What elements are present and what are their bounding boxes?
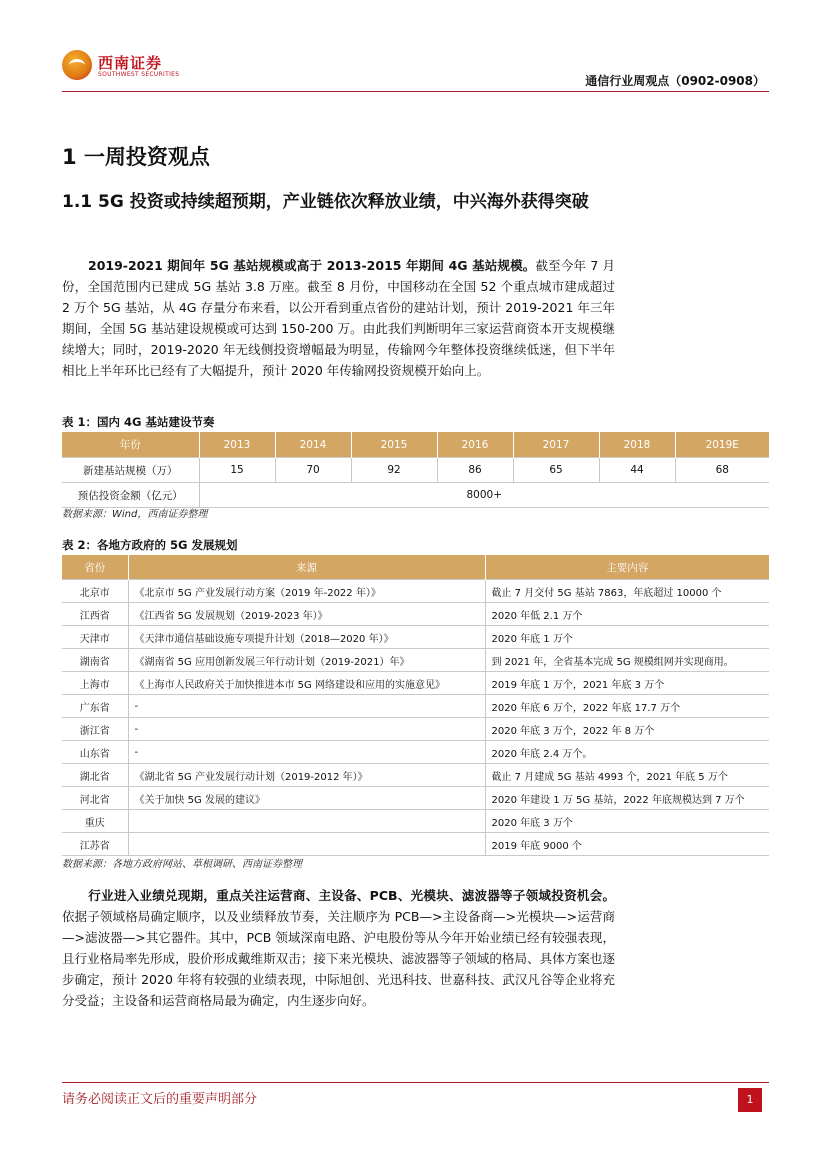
content-cell: 2020 年低 2.1 万个 [485,603,769,626]
column-header: 2015 [351,432,437,458]
province-cell: 北京市 [62,580,128,603]
table-cell: 44 [599,458,675,483]
content-cell: 截止 7 月交付 5G 基站 7863，年底超过 10000 个 [485,580,769,603]
content-cell: 2020 年底 2.4 万个。 [485,741,769,764]
table-row [62,741,769,764]
content-cell: 截止 7 月建成 5G 基站 4993 个，2021 年底 5 万个 [485,764,769,787]
source-cell: 《关于加快 5G 发展的建议》 [128,787,485,810]
content-cell: 2020 年建设 1 万 5G 基站，2022 年底规模达到 7 万个 [485,787,769,810]
disclaimer-note: 请务必阅读正文后的重要声明部分 [62,1092,258,1107]
column-header: 2016 [437,432,513,458]
table-row [62,833,769,856]
province-cell: 江苏省 [62,833,128,856]
table2-source: 数据来源：各地方政府网站、草根调研、西南证券整理 [62,859,302,870]
province-cell: 湖南省 [62,649,128,672]
table-cell: 68 [675,458,769,483]
table-header-row [62,555,769,580]
table2-title: 表 2：各地方政府的 5G 发展规划 [62,538,238,552]
content-cell: 2020 年底 3 万个 [485,810,769,833]
source-cell: 《湖北省 5G 产业发展行动计划（2019-2012 年）》 [128,764,485,787]
subsection-heading: 1.1 5G 投资或持续超预期，产业链依次释放业绩，中兴海外获得突破 [62,192,589,212]
table-row [62,649,769,672]
column-header: 2013 [199,432,275,458]
source-cell [128,833,485,856]
table-cell: 8000+ [199,483,769,508]
table-row [62,580,769,603]
paragraph-lead: 2019-2021 期间年 5G 基站规模或高于 2013-2015 年期间 4G 基站规模。 [88,258,536,273]
table-cell: 86 [437,458,513,483]
source-cell: - [128,718,485,741]
footer-divider [62,1082,769,1083]
province-cell: 广东省 [62,695,128,718]
table-row [62,672,769,695]
column-header: 来源 [128,555,485,580]
source-cell: - [128,741,485,764]
paragraph-5g-base-station [62,255,615,381]
column-header: 年份 [62,432,199,458]
table-4g-base-station [62,432,769,508]
province-cell: 浙江省 [62,718,128,741]
table-cell: 92 [351,458,437,483]
source-cell: - [128,695,485,718]
table1-source: 数据来源：Wind，西南证券整理 [62,509,208,520]
paragraph-body: 截至今年 7 月份，全国范围内已建成 5G 基站 3.8 万座。截至 8 月份，中国移动在全国 52 个重点城市建成超过 2 万个 5G 基站，从 4G 存量分布来看，以公开看到重点省份的建站计划，预计 2019-2021 年三年期间，全国 5G 基站建设规模或可达到 150-200 万。由此我们判断明年三家运营商资本开支规模继续增大；同时，2019-2020 年无线侧投资增幅最为明显，传输网今年整体投资继续低迷，但下半年相比上半年环比已经有了大幅提升，预计 2020 年传输网投资规模开始向上。 [62,258,615,378]
paragraph-lead: 行业进入业绩兑现期，重点关注运营商、主设备、PCB、光模块、滤波器等子领域投资机会。 [88,888,615,903]
table-row [62,764,769,787]
content-cell: 2020 年底 6 万个，2022 年底 17.7 万个 [485,695,769,718]
source-cell: 《天津市通信基础设施专项提升计划（2018—2020 年）》 [128,626,485,649]
logo-chinese-name: 西南证券 [98,54,163,72]
source-cell: 《湖南省 5G 应用创新发展三年行动计划（2019-2021）年》 [128,649,485,672]
table-row [62,483,769,508]
column-header: 主要内容 [485,555,769,580]
column-header: 省份 [62,555,128,580]
column-header: 2014 [275,432,351,458]
paragraph-body: 依据子领域格局确定顺序，以及业绩释放节奏，关注顺序为 PCB—>主设备商—>光模块—>运营商—>滤波器—>其它器件。其中，PCB 领域深南电路、沪电股份等从今年开始业绩已经有较强表现，且行业格局率先形成，股价形成戴维斯双击；接下来光模块、滤波器等子领域的格局、具体方案也逐步确定，预计 2020 年将有较强的业绩表现，中际旭创、光迅科技、世嘉科技、武汉凡谷等企业将充分受益；主设备和运营商格局最为确定，内生逐步向好。 [62,909,615,1008]
source-cell: 《上海市人民政府关于加快推进本市 5G 网络建设和应用的实施意见》 [128,672,485,695]
table-header-row [62,432,769,458]
table-row [62,695,769,718]
logo-english-name: SOUTHWEST SECURITIES [98,71,180,78]
table-row [62,458,769,483]
content-cell: 2019 年底 9000 个 [485,833,769,856]
province-cell: 江西省 [62,603,128,626]
header-divider [62,91,769,92]
content-cell: 到 2021 年，全省基本完成 5G 规模组网并实现商用。 [485,649,769,672]
table-row [62,603,769,626]
column-header: 2019E [675,432,769,458]
province-cell: 湖北省 [62,764,128,787]
company-logo [62,50,202,84]
table-row [62,810,769,833]
province-cell: 山东省 [62,741,128,764]
column-header: 2018 [599,432,675,458]
province-cell: 天津市 [62,626,128,649]
table1-title: 表 1：国内 4G 基站建设节奏 [62,415,215,429]
row-label: 新建基站规模（万） [62,458,199,483]
source-cell: 《江西省 5G 发展规划（2019-2023 年）》 [128,603,485,626]
table-cell: 70 [275,458,351,483]
page-number: 1 [738,1088,762,1112]
table-cell: 15 [199,458,275,483]
paragraph-industry-outlook [62,885,615,1011]
table-local-5g-plans [62,555,769,856]
table-cell: 65 [513,458,599,483]
source-cell [128,810,485,833]
table-row [62,718,769,741]
logo-emblem-icon [62,50,92,80]
table-row [62,787,769,810]
row-label: 预估投资金额（亿元） [62,483,199,508]
province-cell: 上海市 [62,672,128,695]
report-title: 通信行业周观点（0902-0908） [585,74,765,88]
province-cell: 重庆 [62,810,128,833]
column-header: 2017 [513,432,599,458]
section-heading: 1 一周投资观点 [62,145,210,169]
content-cell: 2020 年底 1 万个 [485,626,769,649]
table-row [62,626,769,649]
source-cell: 《北京市 5G 产业发展行动方案（2019 年-2022 年）》 [128,580,485,603]
province-cell: 河北省 [62,787,128,810]
content-cell: 2020 年底 3 万个，2022 年 8 万个 [485,718,769,741]
content-cell: 2019 年底 1 万个，2021 年底 3 万个 [485,672,769,695]
